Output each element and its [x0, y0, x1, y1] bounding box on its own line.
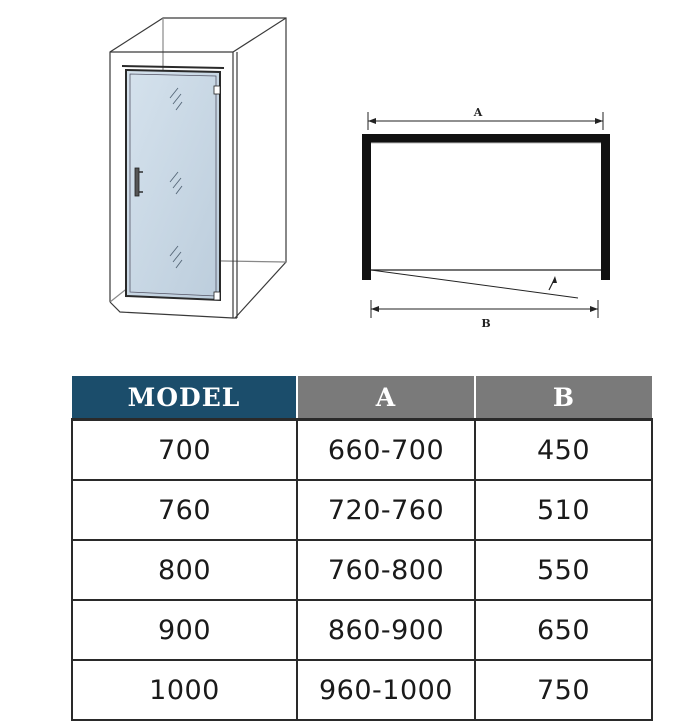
hinge-bottom-icon [214, 292, 220, 300]
table-row [72, 480, 652, 540]
cell-b: 550 [475, 540, 652, 600]
header-b: B [475, 376, 652, 420]
glass-panel [126, 70, 220, 300]
cell-a: 660-700 [297, 420, 475, 481]
table-header-row [72, 376, 652, 420]
top-view-plan [362, 106, 610, 330]
cell-a: 860-900 [297, 600, 475, 660]
cell-b: 750 [475, 660, 652, 720]
door-handle-icon [135, 168, 139, 196]
cell-model: 760 [72, 480, 297, 540]
cell-b: 510 [475, 480, 652, 540]
cell-model: 1000 [72, 660, 297, 720]
door-swing-line [371, 270, 578, 298]
cell-b: 650 [475, 600, 652, 660]
table-row [72, 660, 652, 720]
cell-model: 700 [72, 420, 297, 481]
right-wall [601, 134, 610, 280]
cell-a: 720-760 [297, 480, 475, 540]
table-row [72, 420, 652, 481]
table-row [72, 600, 652, 660]
cell-model: 800 [72, 540, 297, 600]
table-row [72, 540, 652, 600]
hinge-top-icon [214, 86, 220, 94]
header-model: MODEL [72, 376, 297, 420]
door-panel [122, 66, 224, 300]
header-a: A [297, 376, 475, 420]
cell-b: 450 [475, 420, 652, 481]
left-wall [362, 134, 371, 280]
cell-model: 900 [72, 600, 297, 660]
dimension-label-b: B [481, 317, 491, 330]
dimension-label-a: A [473, 106, 483, 119]
cell-a: 960-1000 [297, 660, 475, 720]
cell-a: 760-800 [297, 540, 475, 600]
shower-door-diagram [0, 0, 693, 360]
back-wall [362, 134, 610, 143]
model-size-table [71, 376, 653, 721]
